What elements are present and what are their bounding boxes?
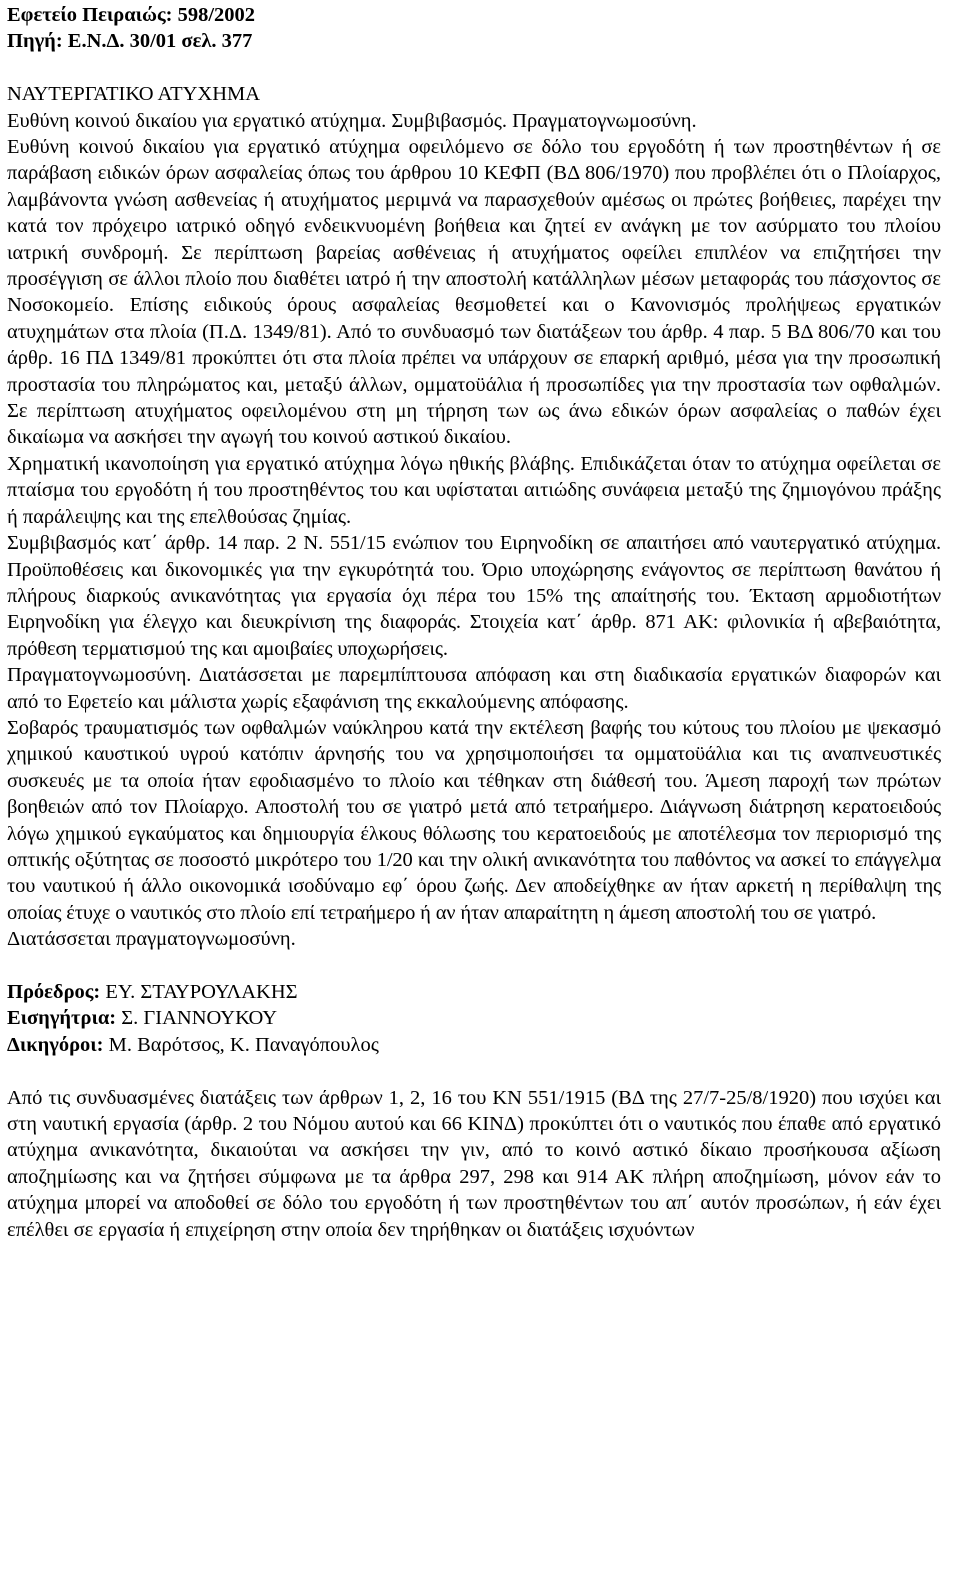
lawyers-label: Δικηγόροι: [7, 1033, 104, 1056]
source-reference: Πηγή: Ε.Ν.Δ. 30/01 σελ. 377 [7, 30, 253, 53]
summary-paragraph-settlement: Συμβιβασμός κατ΄ άρθρ. 14 παρ. 2 Ν. 551/15 ενώπιον του Ειρηνοδίκη σε απαιτήσει από ναυτεργατικό ατύχημα. Προϋποθέσεις και δικονομικές για την εγκυρότητά του. Όριο υποχώρησης ενάγοντος σε περίπτωση θανάτου ή πλήρους διαρκούς ανικανότητας για εργασία όχι πέρα του 15% της απαίτησής του. Έκταση αρμοδιοτήτων Ειρηνοδίκη για έλεγχο και διευκρίνιση της διαφοράς. Στοιχεία κατ΄ άρθρ. 871 ΑΚ: φιλονικία ή αβεβαιότητα, πρόθεση τερματισμού της και αμοιβαίες υποχωρήσεις. [7, 532, 941, 660]
summary-paragraph-moral-damage: Χρηματική ικανοποίηση για εργατικό ατύχημα λόγω ηθικής βλάβης. Επιδικάζεται όταν το ατύχημα οφείλεται σε πταίσμα του εργοδότη ή του προστηθέντος του και υφίσταται αιτιώδης συνάφεια μεταξύ της ζημιογόνου πράξης ή παράλειψης και της επελθούσας ζημίας. [7, 452, 941, 528]
decision-body-text: Από τις συνδυασμένες διατάξεις των άρθρων 1, 2, 16 του ΚΝ 551/1915 (ΒΔ της 27/7-25/8/1920) που ισχύει και στη ναυτική εργασία (άρθρ. 2 του Νόμου αυτού και 66 ΚΙΝΔ) προκύπτει ότι ο ναυτικός που έπαθε από εργατικό ατύχημα ανικανότητα, δικαιούται να ασκήσει την γιν, από το κοινό αστικό δίκαιο προσήκουσα αξίωση αποζημίωσης και να ζητήσει σύμφωνα με τα άρθρα 297, 298 και 914 ΑΚ πλήρη αποζημίωση, μόνον εάν το ατύχημα μπορεί να αποδοθεί σε δόλο του εργοδότη ή των προστηθέντων του απ΄ αυτόν προσώπων, ή εάν έχει επέλθει σε εργασία ή επιχείρηση στην οποία δεν τηρήθηκαν οι διατάξεις ισχυόντων [7, 1086, 941, 1241]
lawyers-names: Μ. Βαρότσος, Κ. Παναγόπουλος [108, 1033, 379, 1056]
president-line [7, 979, 941, 1005]
president-label: Πρόεδρος: [7, 981, 101, 1003]
summary-paragraph-facts: Σοβαρός τραυματισμός των οφθαλμών ναύκληρου κατά την εκτέλεση βαφής του κύτους του πλοίου με ψεκασμό χημικού καυστικού υγρού κατόπιν άρνησής του να χρησιμοποιήσει τα ομματοϋάλια και τις αναπνευστικές συσκευές με τα οποία ήταν εφοδιασμένο το πλοίο και τέθηκαν στη διάθεσή του. Άμεση παροχή των πρώτων βοηθειών από τον Πλοίαρχο. Αποστολή του σε γιατρό μετά από τετραήμερο. Διάγνωση διάτρηση κερατοειδούς λόγω χημικού εγκαύματος και δημιουργία έλκους θόλωσης του κερατοειδούς με αποτέλεσμα τον περιορισμό της οπτικής οξύτητας σε ποσοστό μικρότερο του 1/20 και την ολική ανικανότητα του παθόντος να ασκεί το επάγγελμα του ναυτικού ή άλλο οικονομικά ισοδύναμο εφ΄ όρου ζωής. Δεν αποδείχθηκε αν ήταν αρκετή η περίθαλψη της οποίας έτυχε ο ναυτικός στο πλοίο επί τετραήμερο ή αν ήταν απαραίτητη η άμεση αποστολή του σε γιατρό. [7, 716, 941, 924]
summary-paragraph-liability: Ευθύνη κοινού δικαίου για εργατικό ατύχημα οφειλόμενο σε δόλο του εργοδότη ή των προστηθέντων ή σε παράβαση ειδικών όρων ασφαλείας όπως του άρθρου 10 ΚΕΦΠ (ΒΔ 806/1970) που προβλέπει ότι ο Πλοίαρχος, λαμβάνοντα γνώση ασθενείας ή ατυχήματος μεριμνά να παρασχεθούν αμέσως οι πρώτες βοήθειες, παρέχει την κατά τον πρόχειρο ιατρικό οδηγό ενδεικνυομένη βοήθεια και ζητεί εν ανάγκη με τον ασύρματο του πλοίου ιατρική συνδρομή. Σε περίπτωση βαρείας ασθένειας ή ατυχήματος οφείλει επιπλέον να επιζητήσει την προσέγγιση σε άλλοι πλοίο που διαθέτει ιατρό ή την αποστολή κατάλληλων μέσων μεταφοράς του πάσχοντος σε Νοσοκομείο. Επίσης ειδικούς όρους ασφαλείας θεσμοθετεί και ο Κανονισμός προλήψεως εργατικών ατυχημάτων στα πλοία (Π.Δ. 1349/81). Από το συνδυασμό των διατάξεων του άρθρ. 4 παρ. 5 ΒΔ 806/70 και του άρθρ. 16 ΠΔ 1349/81 προκύπτει ότι στα πλοία πρέπει να υπάρχουν σε επαρκή αριθμό, μέσα για την προσωπική προστασία του πληρώματος και, μεταξύ άλλων, ομματοϋάλια ή προσωπίδες για την προστασία των οφθαλμών. Σε περίπτωση ατυχήματος οφειλομένου στη μη τήρηση των ως άνω εδικών όρων ασφαλείας ο παθών έχει δικαίωμα να ασκήσει την αγωγή του κοινού αστικού δικαίου. [7, 136, 941, 449]
lawyers-line [7, 1032, 941, 1058]
president-name: ΕΥ. ΣΤΑΥΡΟΥΛΑΚΗΣ [105, 981, 298, 1003]
rapporteur-name: Σ. ΓΙΑΝΝΟΥΚΟΥ [121, 1007, 278, 1030]
case-title: ΝΑΥΤΕΡΓΑΤΙΚΟ ΑΤΥΧΗΜΑ [7, 83, 261, 106]
rapporteur-line [7, 1005, 941, 1031]
summary-paragraph-expertise: Πραγματογνωμοσύνη. Διατάσσεται με παρεμπίπτουσα απόφαση και στη διαδικασία εργατικών διαφορών και από το Εφετείο και μάλιστα χωρίς εξαφάνιση της εκκαλούμενης απόφασης. [7, 664, 941, 713]
blank-line [7, 1058, 941, 1084]
court-decision-heading: Εφετείο Πειραιώς: 598/2002 [7, 4, 256, 26]
summary-keywords: Ευθύνη κοινού δικαίου για εργατικό ατύχημα. Συμβιβασμός. Πραγματογνωμοσύνη. [7, 109, 697, 132]
summary-paragraph-ruling: Διατάσσεται πραγματογνωμοσύνη. [7, 928, 296, 951]
blank-line [7, 55, 941, 81]
rapporteur-label: Εισηγήτρια: [7, 1007, 117, 1030]
document-page [7, 2, 941, 1243]
blank-line [7, 953, 941, 979]
